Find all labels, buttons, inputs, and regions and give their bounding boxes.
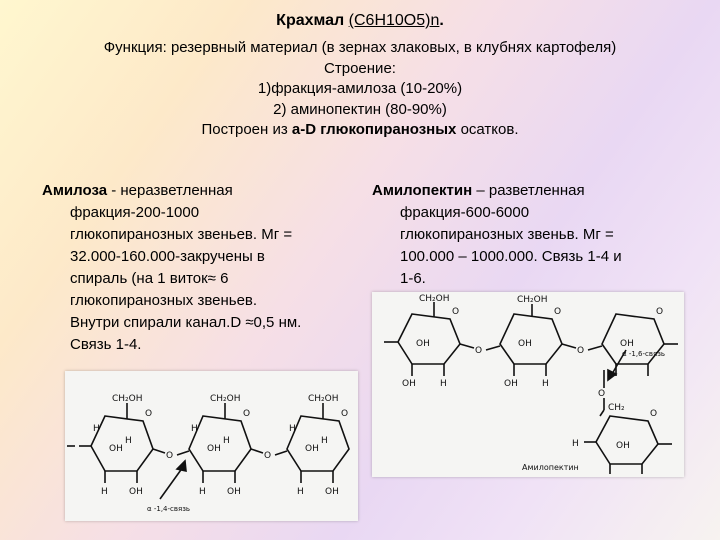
built-prefix: Построен из bbox=[201, 121, 292, 138]
atom-label: O bbox=[554, 307, 562, 317]
atom-label: OH bbox=[620, 339, 634, 349]
structure-label: Строение: bbox=[324, 59, 396, 77]
fraction-1: 1)фракция-амилоза (10-20%) bbox=[257, 80, 463, 97]
amylopectin-line: 100.000 – 1000.000. Связь 1-4 и bbox=[400, 248, 622, 265]
amylose-structure-svg bbox=[65, 371, 358, 521]
atom-label: H bbox=[289, 424, 296, 434]
atom-label: CH₂OH bbox=[419, 294, 450, 304]
intro-block bbox=[60, 38, 660, 141]
amylopectin-structure-image bbox=[372, 292, 684, 477]
amylose-line: Связь 1-4. bbox=[70, 336, 142, 353]
built-bold: a-D глюкопиранозных bbox=[291, 121, 457, 138]
amylose-line: глюкопиранозных звеньев. bbox=[70, 292, 258, 309]
atom-label: O bbox=[166, 451, 174, 461]
amylose-line: Внутри спирали канал.D ≈0,5 нм. bbox=[70, 314, 302, 331]
atom-label: O bbox=[264, 451, 272, 461]
amylose-description bbox=[42, 180, 362, 356]
atom-label: OH bbox=[325, 487, 339, 497]
function-text: резервный материал (в зернах злаковых, в клубнях картофеля) bbox=[170, 39, 617, 56]
atom-label: O bbox=[598, 389, 606, 399]
amylose-line: спираль (на 1 виток≈ 6 bbox=[70, 270, 229, 287]
atom-label: OH bbox=[416, 339, 430, 349]
amylopectin-first-text: – разветленная bbox=[472, 182, 585, 199]
atom-label: OH bbox=[109, 444, 123, 454]
atom-label: O bbox=[145, 409, 153, 419]
amylose-first-text: - неразветленная bbox=[107, 182, 233, 199]
title-end: . bbox=[439, 12, 444, 29]
atom-label: O bbox=[577, 346, 585, 356]
atom-label: CH₂OH bbox=[210, 394, 241, 404]
amylose-line: фракция-200-1000 bbox=[70, 204, 200, 221]
amylopectin-line: 1-6. bbox=[400, 270, 426, 287]
atom-label: H bbox=[440, 379, 447, 389]
atom-label: H bbox=[297, 487, 304, 497]
atom-label: H bbox=[572, 439, 579, 449]
amylopectin-description bbox=[372, 180, 692, 290]
image-caption: Амилопектин bbox=[522, 463, 579, 472]
page-title bbox=[0, 12, 720, 30]
bond-label: α -1,6-связь bbox=[622, 350, 666, 358]
amylopectin-first-line bbox=[372, 180, 692, 202]
amylose-line: 32.000-160.000-закручены в bbox=[70, 248, 265, 265]
atom-label: OH bbox=[227, 487, 241, 497]
amylopectin-structure-svg bbox=[372, 292, 684, 477]
atom-label: H bbox=[191, 424, 198, 434]
atom-label: H bbox=[321, 436, 328, 446]
bond-label: α -1,4-связь bbox=[147, 505, 191, 513]
atom-label: H bbox=[125, 436, 132, 446]
atom-label: H bbox=[223, 436, 230, 446]
atom-label: O bbox=[475, 346, 483, 356]
amylose-term: Амилоза bbox=[42, 182, 108, 199]
function-label: Функция: bbox=[103, 39, 171, 56]
amylose-line: глюкопиранозных звеньев. Мг = bbox=[70, 226, 293, 243]
atom-label: CH₂OH bbox=[308, 394, 339, 404]
atom-label: OH bbox=[504, 379, 518, 389]
function-line bbox=[60, 38, 660, 59]
atom-label: H bbox=[93, 424, 100, 434]
amylose-first-line bbox=[42, 180, 362, 202]
amylopectin-line: глюкопиранозных звеньв. Мг = bbox=[400, 226, 614, 243]
atom-label: O bbox=[650, 409, 658, 419]
atom-label: OH bbox=[305, 444, 319, 454]
atom-label: OH bbox=[207, 444, 221, 454]
atom-label: OH bbox=[402, 379, 416, 389]
atom-label: CH₂OH bbox=[112, 394, 143, 404]
fraction-2: 2) аминопектин (80-90%) bbox=[273, 100, 447, 118]
atom-label: H bbox=[199, 487, 206, 497]
title-word: Крахмал bbox=[276, 12, 345, 29]
atom-label: OH bbox=[616, 441, 630, 451]
built-suffix: осатков. bbox=[456, 121, 519, 138]
atom-label: O bbox=[243, 409, 251, 419]
atom-label: H bbox=[101, 487, 108, 497]
atom-label: OH bbox=[129, 487, 143, 497]
atom-label: H bbox=[542, 379, 549, 389]
amylose-structure-image bbox=[65, 371, 358, 521]
built-line bbox=[60, 120, 660, 141]
atom-label: CH₂ bbox=[608, 403, 625, 413]
atom-label: CH₂OH bbox=[517, 295, 548, 305]
atom-label: O bbox=[452, 307, 460, 317]
amylopectin-term: Амилопектин bbox=[372, 182, 473, 199]
title-formula: (С6Н10О5)n bbox=[348, 12, 440, 29]
amylopectin-line: фракция-600-6000 bbox=[400, 204, 530, 221]
atom-label: OH bbox=[518, 339, 532, 349]
atom-label: O bbox=[656, 307, 664, 317]
atom-label: O bbox=[341, 409, 349, 419]
